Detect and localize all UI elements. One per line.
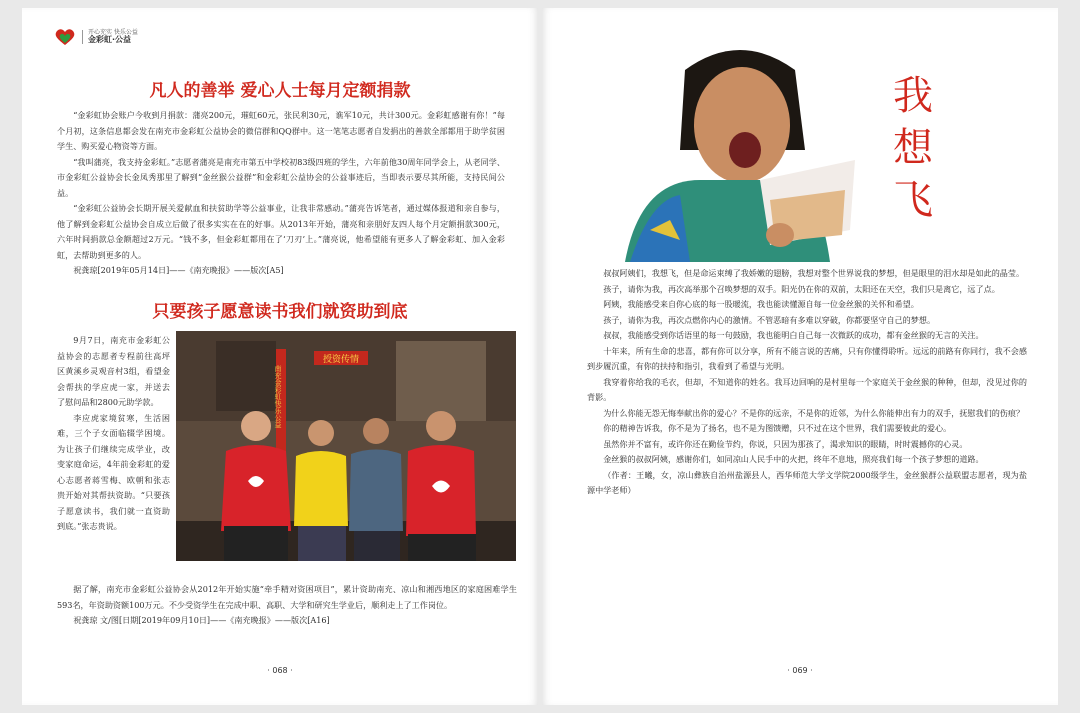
right-page	[542, 8, 1058, 705]
article1-title: 凡人的善举 爱心人士每月定额捐款	[149, 81, 411, 101]
title-char: 我	[893, 73, 933, 119]
article1-source: 祝龚琼[2019年05月14日]——《南充晚报》——版次[A5]	[73, 265, 284, 275]
paragraph: 虽然你并不富有，或许你还在勤俭节约，你说，只因为那孩了，渴求知识的眼睛，时时震撼你的心灵。	[603, 438, 968, 449]
article1-body	[57, 108, 505, 279]
volunteers-photo	[176, 331, 516, 561]
page-number-left: · 068 ·	[267, 666, 293, 675]
header-tagline: 开心充实 快乐公益	[88, 28, 138, 36]
article2-side-column	[57, 333, 170, 535]
article2-title: 只要孩子愿意读书我们就资助到底	[152, 302, 408, 322]
paragraph: 为什么你能无怨无悔奉献出你的爱心？不是你的远亲，不是你的近邻，为什么你能伸出有力的双手，抚慰我们的伤痕？	[603, 407, 1025, 418]
paragraph: “我叫蒲亮，我支持金彩虹。”志愿者蒲亮是南充市第五中学校初83级四班的学生，六年前他30周年同学会上，从老同学、市金彩虹公益协会长金凤秀那里了解到“金丝猴公益群”和金彩虹公益协会的公益事迹后，当即表示要尽其所能，支持民间公益。	[57, 156, 505, 198]
page-number-right: · 069 ·	[787, 666, 813, 675]
heart-logo-icon	[54, 28, 76, 46]
paragraph: 我穿着你给我的毛衣，但却，不知道你的姓名。我耳边回响的是村里每一个家庭关于金丝猴的种种，但却，没见过你的背影。	[587, 376, 1027, 402]
author-note: （作者：王曦，女，凉山彝族自治州盐源县人，西华师范大学文学院2000级学生，金丝猴群公益联盟志愿者，现为盐源中学老师）	[587, 469, 1027, 495]
paragraph: 十年来，所有生命的悲喜，都有你可以分享，所有不能言说的苦痛，只有你懂得聆听。远远的前路有你同行，我不会感到步履沉重，有你的扶持和指引，我看到了希望与光明。	[587, 345, 1027, 371]
title-char: 飞	[893, 177, 933, 223]
article2-body	[57, 582, 517, 629]
article2-source: 祝龚琼 文/图[日期[2019年09月10日]——《南充晚报》——版次[A16]	[73, 615, 330, 625]
photo-vertical-banner: 南充金彩虹快乐公益	[274, 365, 282, 428]
paragraph: 据了解，南充市金彩虹公益协会从2012年开始实施“牵手精对资困项目”，累计资助南充、凉山和湘西地区的家庭困难学生593名，年资助资额100万元。不少受资学生在完成中职、高职、大学和研究生学业后，顺利走上了工作岗位。	[57, 584, 517, 610]
header-name: 金彩虹·公益	[88, 34, 132, 44]
paragraph: 李应虎家境贫寒，生活困难，三个子女面临辍学困境。为让孩子们继续完成学业，改变家庭命运，4年前金彩虹的爱心志愿者蒋雪梅、欧朝和张志贵开始对其帮扶资助。“只要孩子愿意读书，我们就一直资助到底。”张志贵说。	[57, 412, 170, 531]
paragraph: 你的精神告诉我，你不是为了扬名，也不是为图馈赠，只不过在这个世界，我们需要彼此的爱心。	[603, 423, 952, 433]
photo-banner: 授资传情	[322, 355, 360, 365]
paragraph: 金丝猴的叔叔阿姨，感谢你们，如同凉山人民手中的火把，终年不息地，照亮我们每一个孩子梦想的道路。	[603, 454, 984, 464]
title-char: 想	[893, 125, 933, 171]
girl-photo	[620, 30, 870, 262]
poem-body	[587, 266, 1027, 499]
paragraph: “金彩虹协会账户今收到月捐款：蒲亮200元，璀虹60元，张民利30元，谯军10元，共计300元。金彩虹感谢有你！”每个月初，这条信息都会发在南充市金彩虹公益协会的微信群和QQ群中。这一笔笔志愿者自发捐出的善款全部都用于助学贫困学生、购买爱心物资等方面。	[57, 110, 505, 151]
paragraph: 阿姨，我能感受来自你心底的每一股暖流，我也能读懂源自每一位金丝猴的关怀和希望。	[603, 299, 919, 309]
paragraph: 叔叔，我能感受到你话语里的每一句鼓励，我也能明白自己每一次微跃的成功，都有金丝猴的无言的关注。	[603, 330, 984, 340]
magazine-header	[54, 28, 138, 46]
paragraph: 孩子，请你为我，再次点燃你内心的激情。不管恶暗有多难以穿破，你都要坚守自己的梦想。	[603, 314, 936, 325]
paragraph: 叔叔阿姨们，我想飞，但是命运束缚了我娇嫩的翅膀，我想对整个世界说我的梦想，但是眼里的泪水却是如此的晶莹。	[603, 268, 1025, 278]
paragraph: 孩子，请你为我，再次高举那个召唤梦想的双手。阳光仍在你的双前，太阳还在天空，我们只是离它，远了点。	[603, 283, 1000, 294]
paragraph: “金彩虹公益协会长期开展关爱献血和扶贫助学等公益事业，让我非常感动。”蒲亮告诉笔者，通过媒体报道和亲自参与，他了解到金彩虹公益协会自成立后做了很多实实在在的好事。从2013年开始，蒲亮和亲朋好友四人每个月定额捐款300元，六年时间捐款总金额超过2万元。“钱不多，但金彩虹都用在了‘刀刃’上。”蒲亮说，他希望能有更多人了解金彩虹、加入金彩虹，去帮助到更多的人。	[57, 203, 505, 260]
paragraph: 9月7日，南充市金彩虹公益协会的志愿者专程前往高坪区黄溪乡灵观音村3组，看望金会帮扶的学应虎一家，并送去了慰问品和2800元助学款。	[57, 335, 170, 407]
poem-title	[878, 70, 948, 226]
left-page	[22, 8, 538, 705]
